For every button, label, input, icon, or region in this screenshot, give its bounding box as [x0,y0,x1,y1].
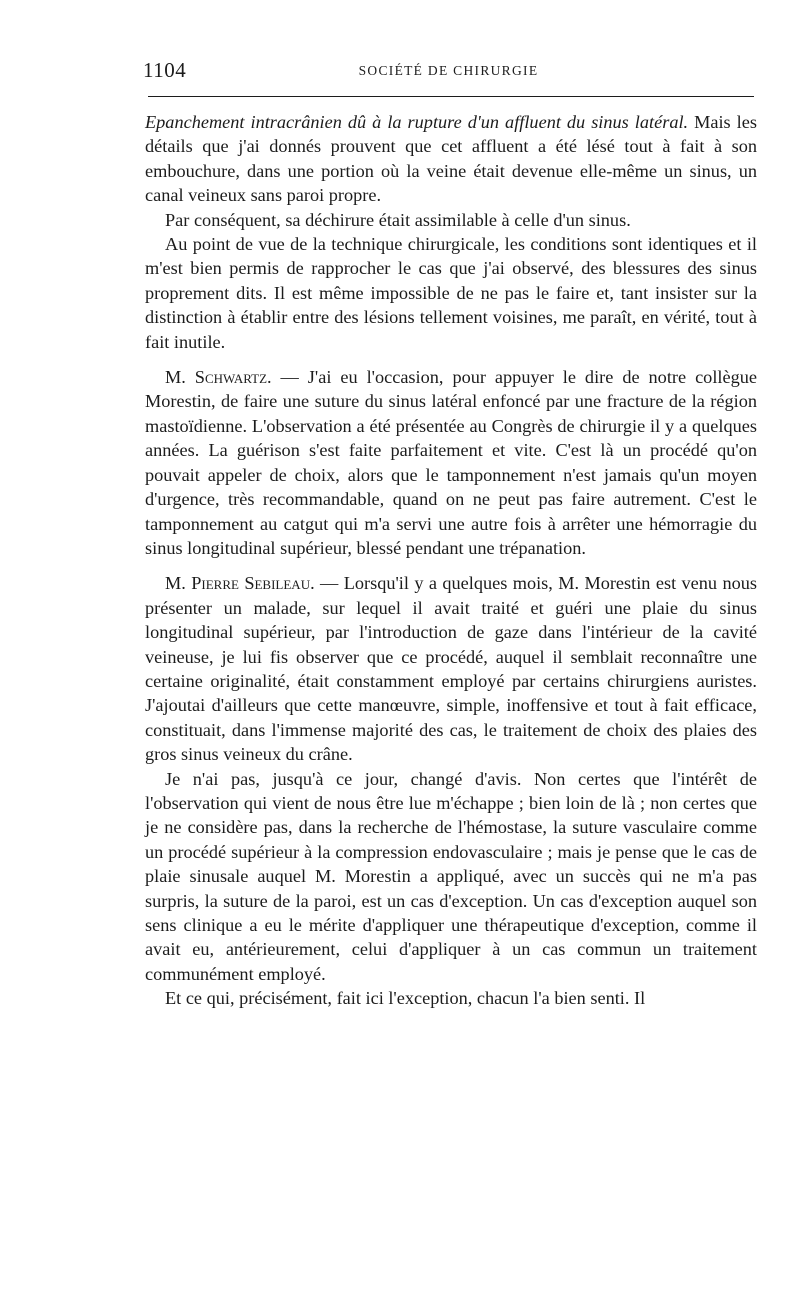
paragraph-2 [145,208,757,232]
speaker-name: M. Schwartz. [165,367,272,388]
paragraph-sebileau [145,571,757,766]
paragraph-text: Par conséquent, sa déchirure était assimilable à celle d'un sinus. [165,209,631,230]
page-number: 1104 [143,58,187,82]
paragraph-3 [145,232,757,354]
body-text [145,110,757,1011]
paragraph-text: Et ce qui, précisément, fait ici l'exception, chacun l'a bien senti. Il [165,988,646,1009]
paragraph-text: Au point de vue de la technique chirurgicale, les conditions sont identiques et il m'est bien permis de rapprocher le cas que j'ai observé, des blessures des sinus proprement dits. Il est même impossible de ne pas le faire et, tant insister sur la distinction à établir entre des lésions tellement voisines, me paraît, en vérité, tout à fait inutile. [145,234,757,352]
paragraph-text: Je n'ai pas, jusqu'à ce jour, changé d'avis. Non certes que l'intérêt de l'observation qui vient de nous être lue m'échappe ; bien loin de là ; non certes que je ne considère pas, dans la recherche de l'hémostase, la suture vasculaire comme un procédé supérieur à la compression endovasculaire ; mais je pense que le cas de plaie sinusale auquel M. Morestin a appliqué, avec un succès qui ne m'a pas surpris, la suture de la paroi, est un cas d'exception. Un cas d'exception auquel son sens clinique a eu le mérite d'appliquer une thérapeutique d'exception, comme il avait eu, antérieurement, celui d'appliquer à un cas commun un traitement communément employé. [145,768,757,984]
speaker-name: M. Pierre Sebileau. [165,573,315,594]
paragraph-7 [145,986,757,1010]
running-head: SOCIÉTÉ DE CHIRURGIE [358,63,539,78]
paragraph-6 [145,767,757,987]
header-rule [148,96,754,97]
paragraph-text: — J'ai eu l'occasion, pour appuyer le dire de notre collègue Morestin, de faire une suture du sinus latéral enfoncé par une fracture de la région mastoïdienne. L'observation a été présentée au Congrès de chirurgie il y a quelques années. La guérison s'est faite parfaitement et vite. C'est là un procédé qu'on pouvait appeler de choix, alors que le tamponnement n'est jamais qu'un moyen d'urgence, très recommandable, quand on ne peut pas faire autrement. C'est le tamponnement au catgut qui m'a servi une autre fois à arrêter une hémorragie du sinus longitudinal supérieur, blessé pendant une trépanation. [145,367,757,558]
paragraph-1 [145,110,757,208]
page-header [143,58,754,82]
paragraph-text: Mais les détails que j'ai donnés prouvent que cet affluent a été lésé tout à fait à son embouchure, dans une portion où la veine était devenue elle-même un sinus, un canal veineux sans paroi propre. [145,112,757,206]
paragraph-text: — Lorsqu'il y a quelques mois, M. Morestin est venu nous présenter un malade, sur lequel il avait traité et guéri une plaie du sinus longitudinal supérieur, par l'introduction de gaze dans l'intérieur de la cavité veineuse, je lui fis observer que ce procédé, auquel il semblait reconnaître une certaine originalité, était constamment employé par certains chirurgiens auristes. J'ajoutai d'ailleurs que cette manœuvre, simple, inoffensive et tout à fait efficace, constituait, dans l'immense majorité des cas, le traitement de choix des plaies des gros sinus veineux du crâne. [145,573,757,765]
paragraph-schwartz [145,365,757,560]
italic-lead: Epanchement intracrânien dû à la rupture d'un affluent du sinus latéral. [145,112,689,132]
